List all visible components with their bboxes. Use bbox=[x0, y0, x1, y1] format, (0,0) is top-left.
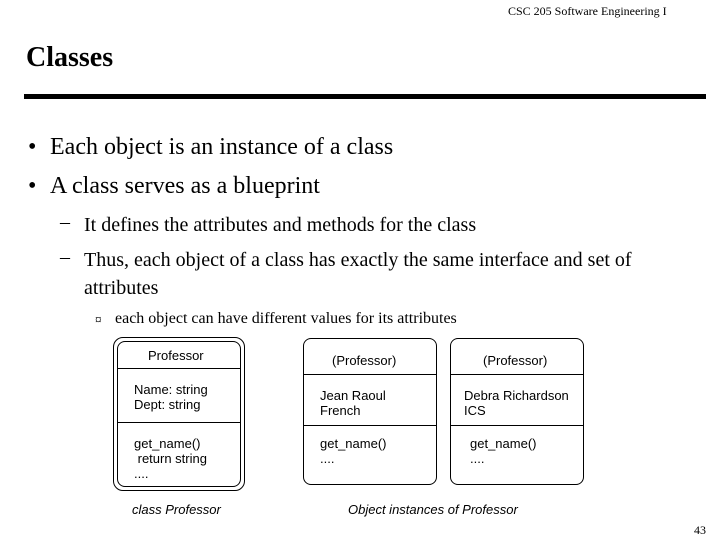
sub-bullet-1-text: It defines the attributes and methods for the class bbox=[84, 214, 477, 236]
title-rule bbox=[24, 94, 706, 99]
object-1-divider-2 bbox=[303, 425, 437, 426]
slide-title: Classes bbox=[26, 42, 114, 73]
bullet-1-text: Each object is an instance of a class bbox=[50, 134, 394, 160]
class-box-divider-2 bbox=[117, 422, 241, 423]
course-header: CSC 205 Software Engineering I bbox=[508, 4, 667, 18]
sub-sub-bullet bbox=[95, 310, 595, 332]
object-1-values: Jean Raoul French bbox=[320, 388, 386, 418]
object-2-name: (Professor) bbox=[483, 353, 548, 368]
bullet-dot: • bbox=[28, 173, 37, 199]
object-1-name: (Professor) bbox=[332, 353, 397, 368]
sub-bullet-1 bbox=[60, 211, 700, 239]
sub-sub-bullet-mark: ¤ bbox=[95, 312, 102, 327]
object-2-methods: get_name() .... bbox=[470, 436, 537, 466]
bullet-1 bbox=[28, 134, 528, 164]
sub-sub-bullet-text: each object can have different values for its attributes bbox=[115, 310, 457, 327]
bullet-2-text: A class serves as a blueprint bbox=[50, 173, 320, 199]
sub-bullet-dash: – bbox=[60, 211, 70, 233]
bullet-dot: • bbox=[28, 134, 37, 160]
sub-bullet-2-text: Thus, each object of a class has exactly the same interface and set of attributes bbox=[84, 249, 632, 299]
class-caption: class Professor bbox=[132, 502, 221, 517]
object-2-divider-2 bbox=[450, 425, 584, 426]
object-1-divider-1 bbox=[303, 374, 437, 375]
sub-bullet-2 bbox=[60, 246, 700, 304]
class-methods: get_name() return string .... bbox=[134, 436, 207, 481]
class-box-divider-1 bbox=[117, 368, 241, 369]
sub-bullet-dash: – bbox=[60, 246, 70, 268]
object-2-values: Debra Richardson ICS bbox=[464, 388, 569, 418]
object-2-divider-1 bbox=[450, 374, 584, 375]
objects-caption: Object instances of Professor bbox=[348, 502, 518, 517]
bullet-2 bbox=[28, 173, 528, 203]
class-attributes: Name: string Dept: string bbox=[134, 382, 208, 412]
page-number: 43 bbox=[694, 523, 706, 537]
class-name: Professor bbox=[148, 348, 204, 363]
object-1-methods: get_name() .... bbox=[320, 436, 387, 466]
